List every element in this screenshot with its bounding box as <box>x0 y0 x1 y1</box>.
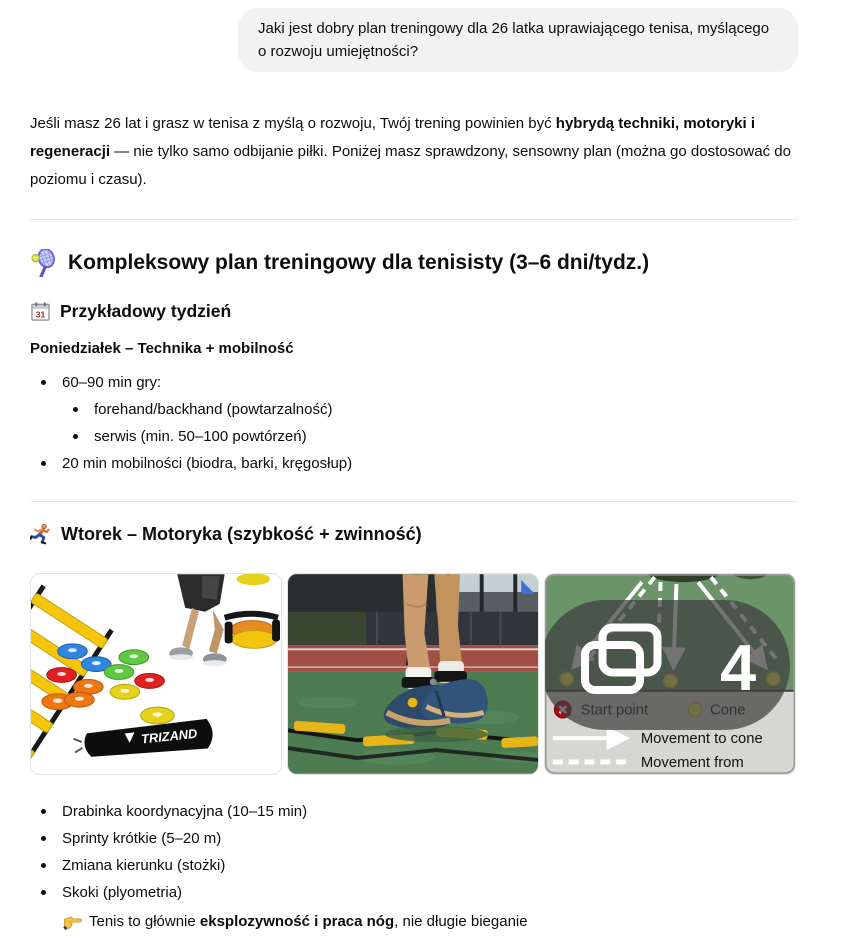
list-item-text: 20 min mobilności (biodra, barki, kręgosłup) <box>62 455 353 472</box>
svg-text:31: 31 <box>35 309 46 320</box>
list-item <box>30 852 798 879</box>
list-item <box>30 450 798 477</box>
list-item-text: Zmiana kierunku (stożki) <box>62 857 226 874</box>
pointing-right-hand-icon <box>62 912 82 932</box>
tuesday-title: Wtorek – Motoryka (szybkość + zwinność) <box>61 524 422 544</box>
runner-icon <box>30 523 52 545</box>
list-item <box>30 825 798 852</box>
list-item <box>30 369 798 450</box>
list-item <box>30 798 798 825</box>
intro-text-2: — nie tylko samo odbijanie piłki. Poniżej masz sprawdzony, sensowny plan (można go dostosować do poziomu i czasu). <box>30 143 791 188</box>
tuesday-heading <box>30 521 798 547</box>
plan-title: Kompleksowy plan treningowy dla tenisisty (3–6 dni/tydz.) <box>68 251 650 274</box>
list-item <box>30 879 798 906</box>
image-count-badge[interactable] <box>544 573 790 765</box>
tuesday-bullet-list <box>30 798 798 906</box>
image-cone-drill-diagram[interactable] <box>544 573 796 775</box>
intro-paragraph <box>30 110 798 194</box>
list-item-text: 60–90 min gry: <box>62 374 162 391</box>
svg-text:Movement from: Movement from <box>640 754 744 771</box>
intro-bold-text: hybrydą techniki, motoryki i regeneracji <box>30 115 755 160</box>
list-item-text: Drabinka koordynacyjna (10–15 min) <box>62 803 308 820</box>
monday-bullet-list <box>30 369 798 477</box>
training-image-row <box>30 573 798 775</box>
calendar-icon <box>30 301 51 322</box>
list-item-text: serwis (min. 50–100 powtórzeń) <box>94 428 307 445</box>
assistant-message <box>30 110 798 935</box>
list-item-text: Skoki (plyometria) <box>62 884 183 901</box>
section-divider <box>30 219 798 220</box>
week-subheading <box>30 298 798 324</box>
monday-sub-list <box>62 396 798 450</box>
svg-text:TRIZAND: TRIZAND <box>140 725 198 747</box>
note-text: Tenis to głównie eksplozywność i praca nóg, nie długie bieganie <box>89 913 528 930</box>
plan-section-heading <box>30 247 798 279</box>
list-item <box>62 396 798 423</box>
image-ladder-drill-court[interactable] <box>287 573 539 775</box>
week-title: Przykładowy tydzień <box>60 301 232 321</box>
user-message-text: Jaki jest dobry plan treningowy dla 26 latka uprawiającego tenisa, myślącego o rozwoju umiejętności? <box>258 20 770 60</box>
list-item-text: Sprinty krótkie (5–20 m) <box>62 830 222 847</box>
user-message-row <box>30 8 798 72</box>
svg-text:4: 4 <box>720 631 757 704</box>
list-item-text: forehand/backhand (powtarzalność) <box>94 401 333 418</box>
monday-heading: Poniedziałek – Technika + mobilność <box>30 340 294 357</box>
intro-text-1: Jeśli masz 26 lat i grasz w tenisa z myślą o rozwoju, Twój trening powinien być <box>30 115 556 132</box>
svg-text:Movement to cone: Movement to cone <box>640 731 763 748</box>
section-divider <box>30 501 798 502</box>
tennis-racket-icon <box>30 249 58 277</box>
tuesday-note <box>30 908 798 935</box>
user-message-bubble <box>238 8 798 72</box>
list-item <box>62 423 798 450</box>
image-agility-ladder-product[interactable] <box>30 573 282 775</box>
